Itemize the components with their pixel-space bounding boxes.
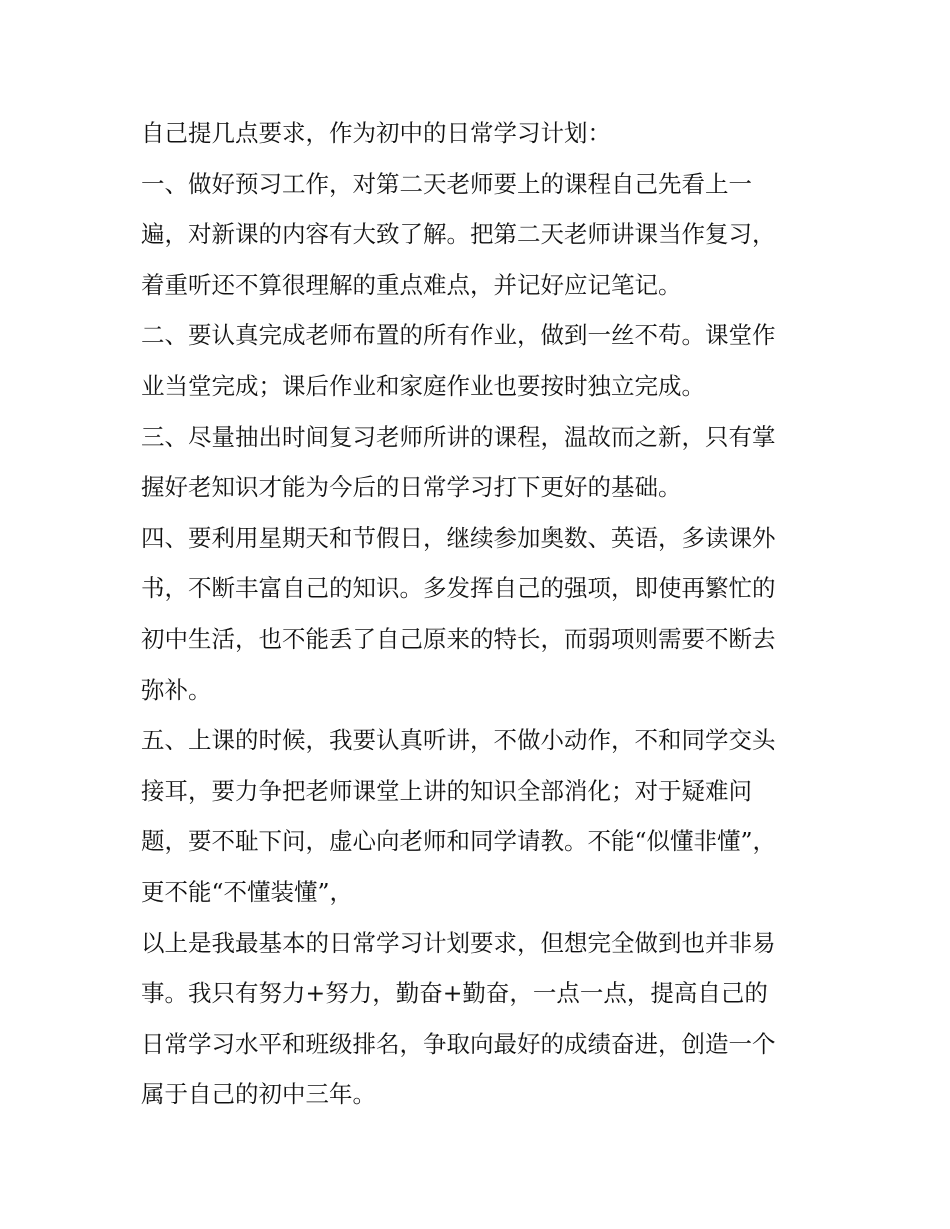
text-line-20: 属于自己的初中三年。: [141, 1080, 376, 1109]
text-line-7: 三、尽量抽出时间复习老师所讲的课程，温故而之新，只有掌: [141, 422, 776, 451]
text-line-16: 更不能“不懂装懂”，: [141, 877, 354, 906]
text-line-17: 以上是我最基本的日常学习计划要求，但想完全做到也并非易: [141, 928, 776, 957]
text-line-13: 五、上课的时候，我要认真听讲，不做小动作，不和同学交头: [141, 726, 776, 755]
text-line-18: 事。我只有努力+努力，勤奋+勤奋，一点一点，提高自己的: [141, 979, 768, 1008]
text-line-14: 接耳，要力争把老师课堂上讲的知识全部消化；对于疑难问: [141, 776, 752, 805]
text-line-1: 自己提几点要求，作为初中的日常学习计划：: [141, 119, 611, 147]
text-line-11: 初中生活，也不能丢了自己原来的特长，而弱项则需要不断去: [141, 624, 776, 653]
text-line-19: 日常学习水平和班级排名，争取向最好的成绩奋进，创造一个: [141, 1029, 776, 1058]
text-line-6: 业当堂完成；课后作业和家庭作业也要按时独立完成。: [141, 371, 705, 400]
text-line-3: 遍，对新课的内容有大致了解。把第二天老师讲课当作复习，: [141, 220, 776, 249]
text-line-5: 二、要认真完成老师布置的所有作业，做到一丝不苟。课堂作: [141, 321, 776, 350]
document-body: [141, 108, 821, 1120]
text-line-10: 书，不断丰富自己的知识。多发挥自己的强项，即使再繁忙的: [141, 574, 776, 603]
text-line-2: 一、做好预习工作，对第二天老师要上的课程自己先看上一: [141, 169, 752, 198]
text-line-15: 题，要不耻下问，虚心向老师和同学请教。不能“似懂非懂”，: [141, 827, 777, 856]
text-line-8: 握好老知识才能为今后的日常学习打下更好的基础。: [141, 473, 682, 502]
text-line-12: 弥补。: [141, 675, 212, 704]
text-line-4: 着重听还不算很理解的重点难点，并记好应记笔记。: [141, 270, 682, 299]
text-line-9: 四、要利用星期天和节假日，继续参加奥数、英语，多读课外: [141, 523, 776, 552]
